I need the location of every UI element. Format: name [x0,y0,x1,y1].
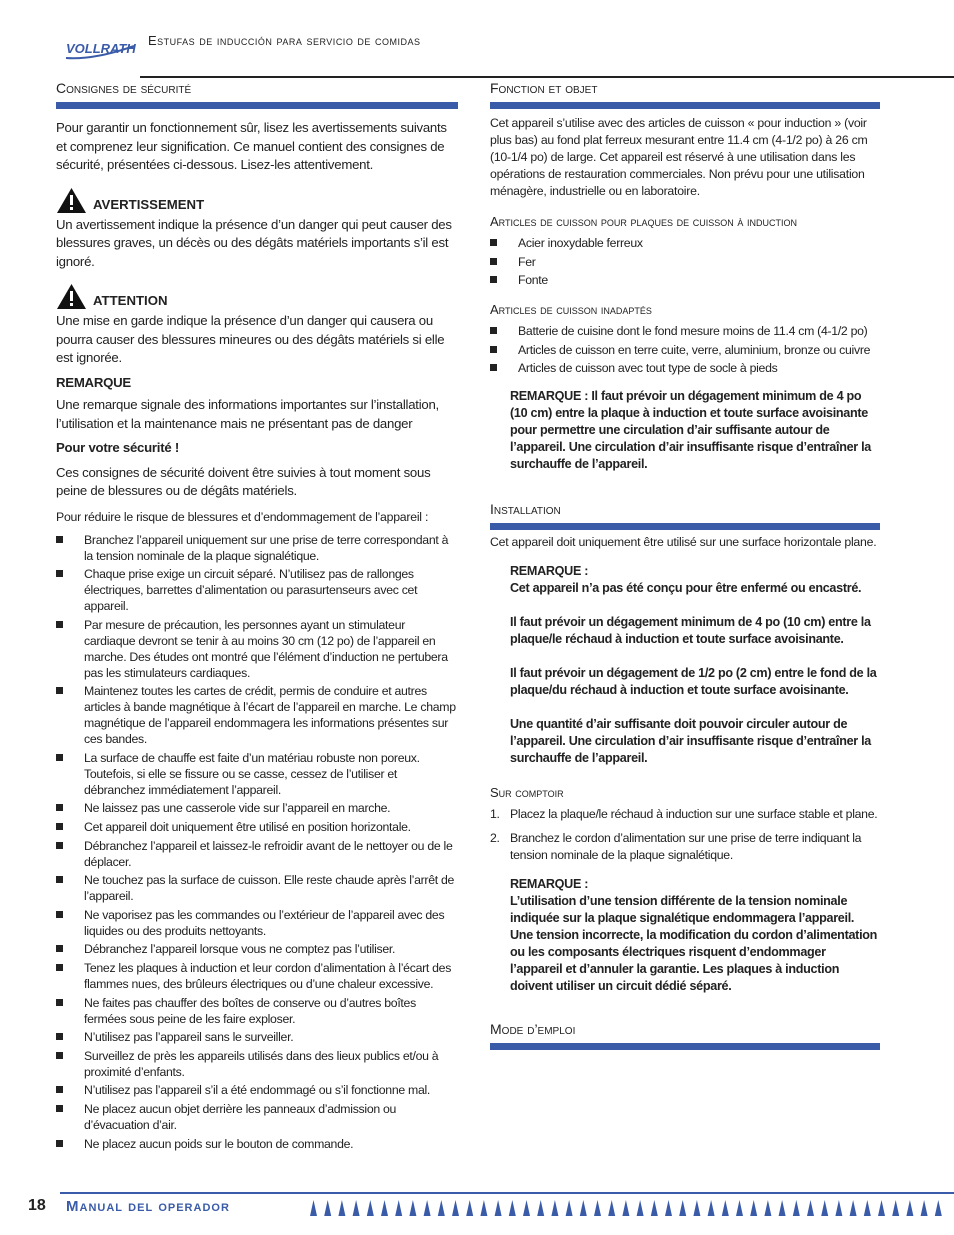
list-item: Cet appareil doit uniquement être utilisé en position horizontale. [56,819,458,835]
risk-intro: Pour réduire le risque de blessures et d’endommagement de l’appareil : [56,509,429,524]
spike-shape [651,1200,658,1216]
list-item: Articles de cuisson avec tout type de socle à pieds [490,360,880,376]
suitable-cookware-title: Articles de cuisson pour plaques de cuisson à induction [490,214,797,229]
spike-shape [665,1200,672,1216]
installation-note-label: REMARQUE : [510,564,589,579]
spike-shape [779,1200,786,1216]
caution-text: Une mise en garde indique la présence d’un danger qui causera ou pourra causer des blessures mineures ou des dégâts matériels si elle est ignorée. [56,313,445,365]
spike-shape [353,1200,360,1216]
spike-shape [878,1200,885,1216]
spike-shape [935,1200,942,1216]
spike-shape [466,1200,473,1216]
spike-shape [537,1200,544,1216]
installation-note [490,563,880,767]
safety-text: Ces consignes de sécurité doivent être suivies à tout moment sous peine de blessures ou de dégâts matériels. [56,464,431,498]
list-item: Fer [490,254,880,270]
safety-bullet-list [56,532,458,1152]
spike-shape [793,1200,800,1216]
spike-shape [906,1200,913,1216]
spike-shape [693,1200,700,1216]
installation-note-2: Il faut prévoir un dégagement minimum de 4 po (10 cm) entre la plaque/le réchaud à induction et toute surface avoisinante. [510,615,871,647]
unsuitable-cookware-title: Articles de cuisson inadaptés [490,302,652,318]
function-section-title: Fonction et objet [490,80,880,109]
caution-heading [56,283,458,310]
list-item: Articles de cuisson en terre cuite, verre, aluminium, bronze ou cuivre [490,342,880,358]
right-column [490,80,880,1050]
spike-shape [750,1200,757,1216]
spike-shape [580,1200,587,1216]
svg-text:VOLLRATH: VOLLRATH [66,41,136,56]
spike-shape [921,1200,928,1216]
list-item: Ne laissez pas une casserole vide sur l’appareil en marche. [56,800,458,816]
spike-shape [452,1200,459,1216]
countertop-title: Sur comptoir [490,785,564,801]
list-item: Branchez l’appareil uniquement sur une prise de terre correspondant à la tension nominale de la plaque signalétique. [56,532,458,564]
warning-heading [56,187,458,214]
list-item: Fonte [490,272,880,288]
spike-shape [509,1200,516,1216]
warning-text: Un avertissement indique la présence d’un danger qui peut causer des blessures graves, un décès ou des dégâts matériels importants s’il est ignoré. [56,216,452,269]
countertop-steps [490,806,880,864]
list-item [490,830,880,864]
spike-shape [566,1200,573,1216]
list-item: Surveillez de près les appareils utilisés dans des lieux publics et/ou à proximité d’enfants. [56,1048,458,1080]
warning-triangle-icon [56,187,87,214]
step-text: Placez la plaque/le réchaud à induction sur une surface stable et plane. [510,807,878,822]
warning-label: AVERTISSEMENT [93,196,205,212]
step-text: Branchez le cordon d’alimentation sur une prise de terre indiquant la tension nominale de la plaque signalétique. [510,831,862,863]
spike-shape [338,1200,345,1216]
footer-title: Manual del operador [66,1198,230,1215]
list-item: Tenez les plaques à induction et leur cordon d’alimentation à l’écart des flammes nues, des brûleurs électriques ou d’une chaleur excessive. [56,960,458,992]
list-item: Ne placez aucun objet derrière les panneaux d’admission ou d’évacuation d’air. [56,1101,458,1133]
spike-shape [850,1200,857,1216]
spike-shape [409,1200,416,1216]
installation-note-4: Une quantité d’air suffisante doit pouvoir circuler autour de l’appareil. Une circulation d’air insuffisante risque d’entraîner la surchauffe de l’appareil. [510,717,872,766]
installation-text: Cet appareil doit uniquement être utilisé sur une surface horizontale plane. [490,535,877,550]
function-text: Cet appareil s’utilise avec des articles de cuisson « pour induction » (voir plus bas) au fond plat ferreux mesurant entre 11.4 cm (4-1/2 po) à 26 cm (10-1/4 po) de large. Cet appareil est réservé à une utilisation dans les opérations de restauration commerciales. Non prévu pour une utilisation ménagère, industrielle ou en laboratoire. [490,116,868,198]
list-item: N’utilisez pas l’appareil sans le surveiller. [56,1029,458,1045]
caution-label: ATTENTION [93,293,168,308]
spike-shape [381,1200,388,1216]
installation-note-1: Cet appareil n’a pas été conçu pour être enfermé ou encastré. [510,581,862,596]
spike-shape [367,1200,374,1216]
unsuitable-cookware-list [490,323,880,376]
installation-section-title: Installation [490,501,880,530]
countertop-note-label: REMARQUE : [510,877,589,892]
spike-shape [708,1200,715,1216]
spike-shape [637,1200,644,1216]
safety-intro: Pour garantir un fonctionnement sûr, lisez les avertissements suivants et comprenez leur signification. Ce manuel contient des consignes de sécurité, présentées ci-dessous. Lisez-les attentivement. [56,120,447,172]
left-column [56,80,458,1154]
list-item: La surface de chauffe est faite d’un matériau robuste non poreux. Toutefois, si elle se fissure ou se casse, cessez de l’utiliser et débranchez immédiatement l’appareil. [56,750,458,798]
spike-shape [622,1200,629,1216]
header-title: Estufas de inducción para servicio de comidas [148,33,421,48]
spike-shape [807,1200,814,1216]
step-number: 1. [490,807,500,822]
list-item: Ne touchez pas la surface de cuisson. Elle reste chaude après l’arrêt de l’appareil. [56,872,458,904]
spike-shape [608,1200,615,1216]
list-item [490,806,880,823]
countertop-note [490,876,880,995]
safety-section-title: Consignes de sécurité [56,80,458,109]
note-label: REMARQUE [56,374,131,390]
list-item: Batterie de cuisine dont le fond mesure moins de 11.4 cm (4-1/2 po) [490,323,880,339]
spike-shape [324,1200,331,1216]
spike-shape [722,1200,729,1216]
spike-shape [438,1200,445,1216]
spike-shape [424,1200,431,1216]
spike-shape [523,1200,530,1216]
spike-shape [821,1200,828,1216]
list-item: N’utilisez pas l’appareil s’il a été endommagé ou s’il fonctionne mal. [56,1082,458,1098]
footer-rule [60,1192,954,1194]
spike-shape [736,1200,743,1216]
list-item: Débranchez l’appareil et laissez-le refroidir avant de le nettoyer ou de le déplacer. [56,838,458,870]
step-number: 2. [490,831,500,846]
safety-heading: Pour votre sécurité ! [56,440,179,455]
list-item: Maintenez toutes les cartes de crédit, permis de conduire et autres articles à bande magnétique à l’écart de l’appareil en marche. Le champ magnétique de l’appareil endommagera les informations présentes sur ces bandes. [56,683,458,747]
list-item: Chaque prise exige un circuit séparé. N’utilisez pas de rallonges électriques, barrettes d’alimentation ou parasurtenseurs avec cet appareil. [56,566,458,614]
spike-shape [764,1200,771,1216]
spike-shape [892,1200,899,1216]
footer-spike-decoration [308,1200,954,1218]
vollrath-logo [64,38,142,67]
spike-shape [551,1200,558,1216]
suitable-cookware-list [490,235,880,288]
note-text: Une remarque signale des informations importantes sur l’installation, l’utilisation et la maintenance mais ne présentant pas de danger [56,397,439,431]
caution-triangle-icon [56,283,87,310]
list-item: Ne faites pas chauffer des boîtes de conserve ou d’autres boîtes fermées sous peine de les faire exploser. [56,995,458,1027]
spike-shape [495,1200,502,1216]
clearance-note: REMARQUE : Il faut prévoir un dégagement minimum de 4 po (10 cm) entre la plaque à induction et toute surface avoisinante pour permettre une circulation d’air suffisante autour de l’appareil. Une circulation d’air insuffisante risque d’entraîner la surchauffe de l’appareil. [510,389,872,472]
spike-shape [310,1200,317,1216]
list-item: Débranchez l’appareil lorsque vous ne comptez pas l’utiliser. [56,941,458,957]
spike-shape [480,1200,487,1216]
list-item: Par mesure de précaution, les personnes ayant un stimulateur cardiaque devront se tenir à au moins 30 cm (12 po) de l’appareil en marche. Des études ont montré que l’élément d’induction ne pertubera pas les stimulateurs cardiaques. [56,617,458,681]
list-item: Acier inoxydable ferreux [490,235,880,251]
installation-note-3: Il faut prévoir un dégagement de 1/2 po (2 cm) entre le fond de la plaque/du réchaud à induction et toute surface avoisinante. [510,666,877,698]
list-item: Ne placez aucun poids sur le bouton de commande. [56,1136,458,1152]
spike-shape [395,1200,402,1216]
countertop-note-text: L’utilisation d’une tension différente de la tension nominale indiquée sur la plaque signalétique endommagera l’appareil. Une tension incorrecte, la modification du cordon d’alimentation ou les composants électriques risquent d’endommager l’appareil et d’annuler la garantie. Les plaques à induction doivent utiliser un circuit dédié séparé. [510,894,878,994]
page-number: 18 [28,1197,46,1214]
list-item: Ne vaporisez pas les commandes ou l’extérieur de l’appareil avec des liquides ou des produits nettoyants. [56,907,458,939]
spike-shape [594,1200,601,1216]
spike-shape [679,1200,686,1216]
spike-shape [864,1200,871,1216]
spike-shape [835,1200,842,1216]
header-rule [140,76,954,78]
usage-section-title: Mode d’emploi [490,1021,880,1050]
